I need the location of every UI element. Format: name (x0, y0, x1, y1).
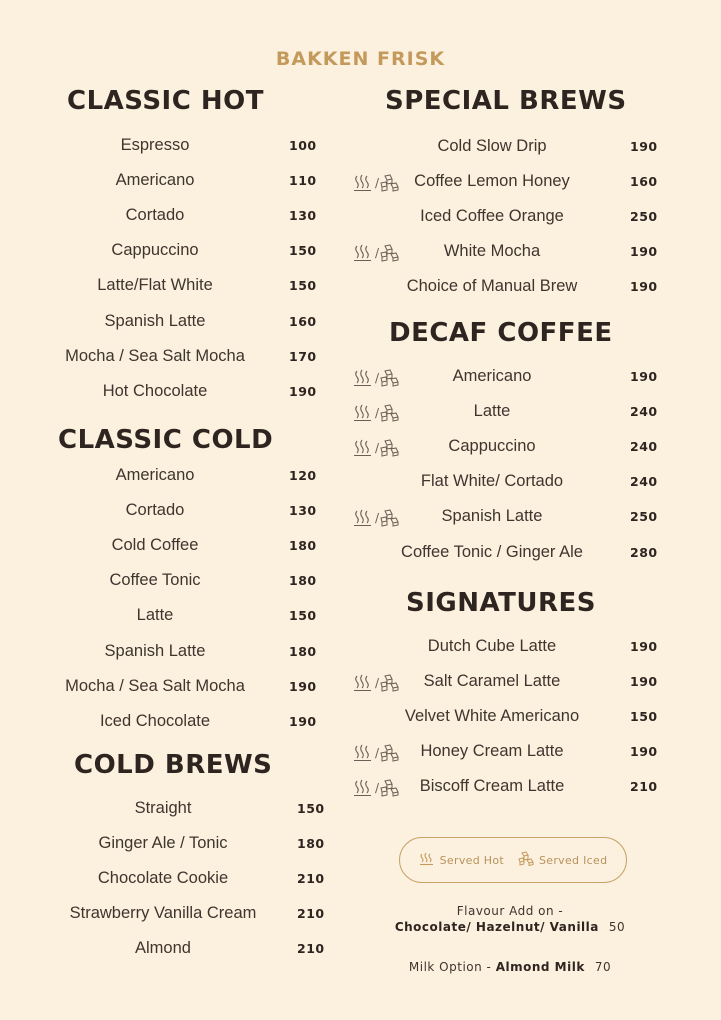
menu-item (0, 276, 320, 298)
milk-price: 70 (594, 960, 612, 974)
menu-item-price: 280 (630, 544, 658, 560)
flavour-label: Flavour Add on - (456, 904, 564, 918)
menu-item-name: Americano (115, 466, 195, 484)
menu-item-price: 210 (297, 906, 325, 922)
milk-label: Milk Option - (408, 960, 492, 974)
menu-item (352, 707, 662, 729)
menu-item-price: 210 (297, 871, 325, 887)
brand-name: BAKKEN FRISK (275, 48, 446, 70)
menu-item-price: 190 (630, 369, 658, 384)
menu-item-price: 190 (630, 244, 658, 260)
serving-legend (399, 837, 627, 883)
menu-item (0, 241, 320, 263)
menu-item-name: Latte/Flat White (97, 276, 213, 295)
menu-item-name: Iced Chocolate (99, 711, 211, 730)
menu-item (352, 637, 662, 659)
menu-item-name: Latte (136, 606, 174, 625)
menu-item-price: 150 (289, 608, 317, 624)
slash-separator: / (375, 176, 380, 191)
menu-item-price: 160 (630, 174, 658, 190)
section-title-classic-hot: CLASSIC HOT (67, 86, 264, 116)
menu-item-price: 150 (297, 801, 325, 816)
menu-item-price: 190 (630, 639, 658, 654)
menu-item (352, 367, 662, 389)
menu-item (0, 536, 320, 558)
menu-item (0, 571, 320, 593)
menu-item-price: 190 (289, 713, 317, 729)
menu-item-price: 180 (297, 836, 325, 852)
menu-item (352, 472, 662, 494)
slash-separator: / (375, 746, 380, 761)
menu-item-price: 240 (630, 439, 658, 455)
menu-item-price: 120 (289, 468, 317, 483)
section-title-decaf-coffee: DECAF COFFEE (389, 318, 613, 348)
menu-item (352, 137, 662, 159)
menu-item-price: 250 (630, 509, 658, 525)
menu-item-name: Spanish Latte (104, 311, 206, 330)
menu-item-name: Honey Cream Latte (420, 742, 564, 761)
menu-item (8, 799, 328, 821)
legend-iced (518, 851, 607, 870)
menu-item-name: Cortado (125, 206, 185, 225)
menu-item (352, 172, 662, 194)
menu-item-name: Hot Chocolate (102, 381, 208, 400)
menu-item (352, 437, 662, 459)
menu-item-name: Iced Coffee Orange (420, 207, 564, 226)
menu-item (0, 501, 320, 523)
menu-item-price: 130 (289, 503, 317, 519)
section-title-classic-cold: CLASSIC COLD (58, 425, 274, 455)
menu-item (352, 507, 662, 529)
menu-item-price: 130 (289, 208, 317, 224)
slash-separator: / (375, 676, 380, 691)
menu-item-price: 110 (289, 173, 317, 189)
menu-item (352, 207, 662, 229)
menu-item-name: Espresso (120, 136, 190, 154)
menu-item-name: Coffee Lemon Honey (414, 172, 570, 191)
section-title-special-brews: SPECIAL BREWS (385, 86, 627, 116)
menu-item-name: Biscoff Cream Latte (419, 777, 565, 796)
menu-item (0, 712, 320, 734)
menu-item-name: Cappuccino (111, 241, 199, 260)
menu-item-price: 210 (297, 941, 325, 957)
menu-item (352, 672, 662, 694)
flavour-line (380, 920, 640, 934)
menu-item-price: 150 (289, 278, 317, 294)
menu-item (0, 347, 320, 369)
menu-item-price: 250 (630, 209, 658, 225)
menu-item-name: Straight (134, 799, 192, 817)
menu-item-price: 160 (289, 313, 317, 329)
menu-item (0, 677, 320, 699)
slash-separator: / (375, 246, 380, 261)
menu-item-price: 180 (289, 573, 317, 589)
menu-item (0, 642, 320, 664)
milk-line (380, 960, 640, 974)
menu-item (352, 242, 662, 264)
menu-item-name: Strawberry Vanilla Cream (69, 904, 257, 923)
menu-item-name: Latte (473, 402, 511, 421)
slash-separator: / (375, 781, 380, 796)
menu-item-name: Coffee Tonic / Ginger Ale (401, 542, 583, 561)
menu-item-price: 240 (630, 404, 658, 420)
menu-item (8, 869, 328, 891)
menu-item-price: 180 (289, 538, 317, 554)
menu-item-name: Chocolate Cookie (97, 869, 229, 888)
menu-item-name: Dutch Cube Latte (427, 637, 557, 655)
menu-item-price: 190 (630, 139, 658, 154)
slash-separator: / (375, 406, 380, 421)
menu-item-price: 190 (289, 383, 317, 399)
menu-item-name: White Mocha (443, 242, 541, 261)
menu-item-price: 180 (289, 643, 317, 659)
menu-item (8, 834, 328, 856)
menu-item-name: Spanish Latte (441, 507, 543, 526)
section-title-cold-brews: COLD BREWS (74, 750, 273, 780)
menu-item-price: 210 (630, 779, 658, 795)
legend-hot-label: Served Hot (439, 853, 504, 867)
menu-item (0, 606, 320, 628)
menu-item (352, 543, 662, 565)
menu-item (8, 939, 328, 961)
menu-item (8, 904, 328, 926)
legend-hot (419, 851, 504, 870)
menu-item-name: Cold Coffee (111, 536, 199, 555)
steam-icon (419, 851, 435, 870)
menu-item-price: 170 (289, 348, 317, 364)
menu-item-price: 150 (289, 243, 317, 259)
menu-item-price: 190 (289, 678, 317, 694)
menu-item-name: Salt Caramel Latte (423, 672, 561, 691)
menu-item-name: Spanish Latte (104, 641, 206, 660)
flavour-price: 50 (608, 920, 626, 934)
menu-item-name: Americano (115, 171, 195, 190)
menu-item-name: Cappuccino (448, 437, 536, 456)
menu-item (352, 742, 662, 764)
milk-option: Almond Milk (495, 960, 585, 974)
menu-item-name: Coffee Tonic (109, 571, 201, 590)
menu-item (0, 136, 320, 158)
menu-item-price: 190 (630, 674, 658, 690)
slash-separator: / (375, 511, 380, 526)
menu-item-price: 240 (630, 474, 658, 490)
slash-separator: / (375, 371, 380, 385)
menu-item (0, 171, 320, 193)
menu-item-price: 100 (289, 138, 317, 153)
menu-item-price: 190 (630, 744, 658, 760)
menu-item (352, 277, 662, 299)
menu-item-name: Velvet White Americano (404, 707, 580, 726)
menu-item-price: 150 (630, 709, 658, 725)
slash-separator: / (375, 441, 380, 456)
menu-item-name: Americano (452, 367, 532, 385)
flavour-options: Chocolate/ Hazelnut/ Vanilla (394, 920, 599, 934)
section-title-signatures: SIGNATURES (406, 588, 596, 618)
menu-item (0, 466, 320, 488)
menu-item (0, 312, 320, 334)
menu-item (0, 206, 320, 228)
menu-item-name: Mocha / Sea Salt Mocha (65, 676, 245, 695)
menu-item-name: Choice of Manual Brew (406, 277, 578, 296)
menu-item-name: Almond (135, 939, 191, 958)
menu-item-name: Ginger Ale / Tonic (98, 834, 228, 853)
menu-item-name: Cortado (125, 501, 185, 520)
menu-item-name: Cold Slow Drip (437, 137, 547, 155)
menu-item (0, 382, 320, 404)
menu-item (352, 777, 662, 799)
menu-item-name: Mocha / Sea Salt Mocha (65, 346, 245, 365)
menu-item (352, 402, 662, 424)
legend-iced-label: Served Iced (538, 853, 608, 867)
menu-item-price: 190 (630, 279, 658, 295)
menu-item-name: Flat White/ Cortado (420, 472, 564, 491)
ice-cubes-icon (518, 851, 534, 870)
